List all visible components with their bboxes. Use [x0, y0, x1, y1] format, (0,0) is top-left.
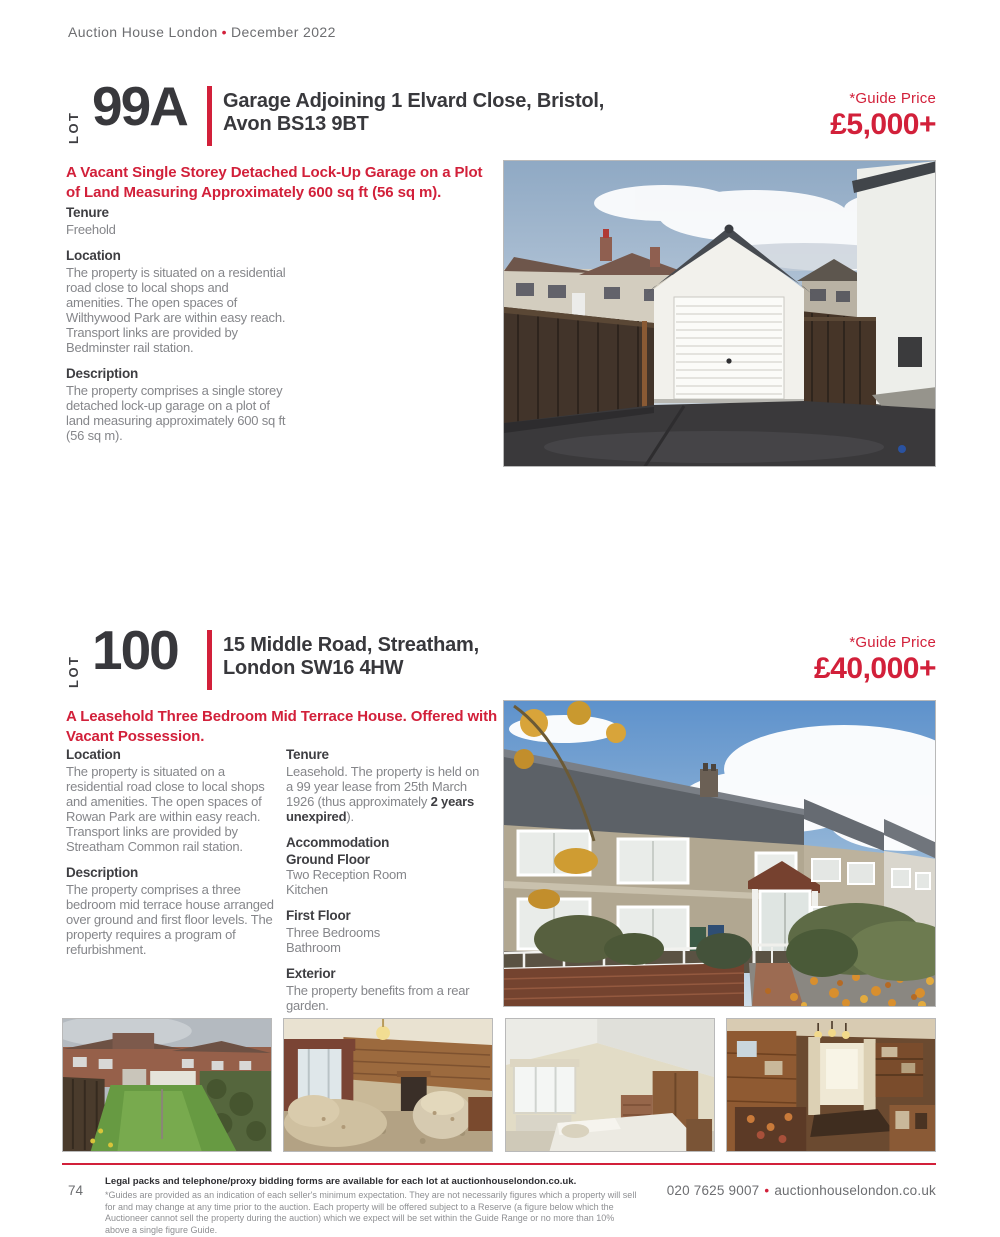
- lot-summary: A Leasehold Three Bedroom Mid Terrace House. Offered with Vacant Possession.: [66, 708, 498, 745]
- lot-100-left-column: [66, 747, 281, 957]
- lot-address: [223, 90, 604, 136]
- description-body: The property comprises a three bedroom mid terrace house arranged over ground and first floor levels. The property requires a program of refurbishment.: [66, 882, 274, 957]
- footer-rule: [62, 1163, 936, 1165]
- footer-contact: [667, 1183, 936, 1198]
- lot-99a-header: [0, 75, 1000, 154]
- thumbnail-strip: [62, 1018, 936, 1152]
- terrace-photo-illustration: [504, 701, 936, 1007]
- lot-summary: A Vacant Single Storey Detached Lock-Up Garage on a Plot of Land Measuring Approximately 600 sq ft (56 sq m).: [66, 164, 483, 201]
- thumb-dining-room: [726, 1018, 936, 1152]
- tenure-heading: Tenure: [66, 205, 109, 220]
- page-number: 74: [68, 1183, 84, 1198]
- masthead-bullet-icon: •: [221, 24, 227, 40]
- tenure-text-end: ).: [346, 809, 354, 824]
- ground-floor-item: Two Reception Room: [286, 867, 407, 882]
- phone-number: 020 7625 9007: [666, 1183, 760, 1198]
- location-body: The property is situated on a residential road close to local shops and amenities. The open spaces of Rowan Park are within easy reach. Transport links are provided by Streatham Common rail station.: [66, 764, 265, 854]
- lot-number: 99A: [92, 75, 187, 137]
- guide-price-label: *Guide Price: [849, 634, 936, 651]
- tenure-bold-text: 2 years unexpired: [286, 794, 475, 824]
- tenure-body: [286, 764, 488, 824]
- website-url: auctionhouselondon.co.uk: [774, 1183, 936, 1198]
- lot-100-middle-column: [286, 747, 488, 1013]
- lot-label-vertical: [66, 86, 82, 144]
- right-fence: [800, 311, 876, 409]
- location-heading: Location: [66, 747, 121, 762]
- description-heading: Description: [66, 366, 139, 381]
- location-heading: Location: [66, 248, 121, 263]
- contact-bullet-icon: •: [764, 1183, 770, 1198]
- description-body: The property comprises a single storey detached lock-up garage on a plot of land measuring approximately 600 sq ft (56 sq m).: [66, 383, 286, 443]
- exterior-heading: Exterior: [286, 966, 336, 981]
- lot-100-header: [0, 619, 1000, 698]
- address-line-1: Garage Adjoining 1 Elvard Close, Bristol,: [223, 90, 605, 112]
- lot-label-vertical: [66, 630, 82, 688]
- thumb-rear-garden: [62, 1018, 272, 1152]
- tenure-body: Freehold: [66, 222, 116, 237]
- guide-price-value: £5,000+: [830, 108, 936, 141]
- guide-price-block: [814, 634, 936, 686]
- address-line-1: 15 Middle Road, Streatham,: [223, 634, 479, 656]
- address-line-2: London SW16 4HW: [223, 657, 404, 679]
- lot-100-photo-front: [503, 700, 936, 1007]
- lot-divider-bar: [207, 86, 212, 146]
- accommodation-heading: Accommodation: [286, 835, 390, 850]
- guide-price-block: [830, 90, 936, 142]
- lot-number: 100: [92, 619, 178, 681]
- lot-99a-photo-garage: [503, 160, 936, 467]
- lot-99a-details: [66, 205, 288, 443]
- exterior-body: The property benefits from a rear garden.: [286, 983, 470, 1013]
- tenure-text: Leasehold. The property is held on a 99 year lease from 25th March 1926 (thus approximately: [286, 764, 480, 809]
- first-floor-item: Bathroom: [286, 940, 341, 955]
- footer-guide-note: *Guides are provided as an indication of each seller's minimum expectation. They are not necessarily figures which a property will sell for and may change at any time prior to the auction. Each property will be offered subject to a Reserve (a figure below which the Auctioneer cannot sell the property during the auction) which we expect will be set within the Guide Range or no more than 10% above a single figure Guide.: [105, 1190, 637, 1235]
- footer-legal-line: Legal packs and telephone/proxy bidding forms are available for each lot at auctionhouselondon.co.uk.: [105, 1176, 577, 1187]
- description-heading: Description: [66, 865, 139, 880]
- ground-floor-heading: Ground Floor: [286, 852, 370, 867]
- ground-floor-item: Kitchen: [286, 882, 328, 897]
- garage-photo-illustration: [504, 161, 936, 467]
- lot-label: LOT: [66, 654, 81, 688]
- brand-name: Auction House London: [68, 24, 218, 40]
- guide-price-label: *Guide Price: [849, 90, 936, 107]
- first-floor-heading: First Floor: [286, 908, 351, 923]
- location-body: The property is situated on a residential road close to local shops and amenities. The open spaces of Wilthywood Park are within easy reach. Transport links are provided by Bedminster rail station.: [66, 265, 286, 355]
- guide-price-value: £40,000+: [814, 652, 936, 685]
- lot-divider-bar: [207, 630, 212, 690]
- first-floor-item: Three Bedrooms: [286, 925, 381, 940]
- thumb-living-room: [283, 1018, 493, 1152]
- lot-label: LOT: [66, 110, 81, 144]
- tenure-heading: Tenure: [286, 747, 329, 762]
- lot-address: [223, 634, 479, 680]
- thumb-bedroom: [505, 1018, 715, 1152]
- address-line-2: Avon BS13 9BT: [223, 113, 369, 135]
- issue-date: December 2022: [230, 24, 336, 40]
- masthead: [68, 24, 336, 40]
